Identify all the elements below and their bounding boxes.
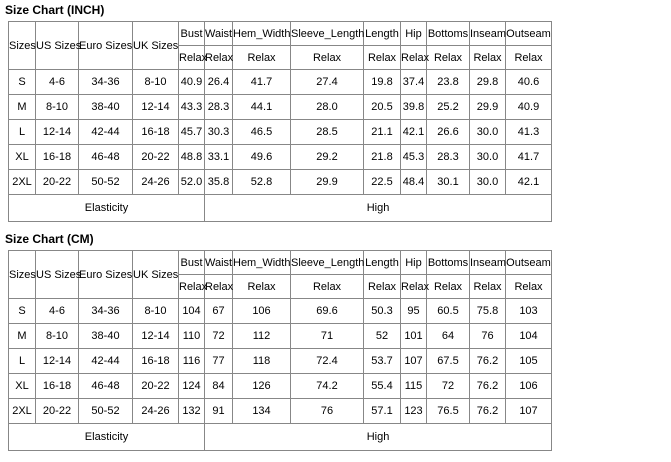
value-cell: 20.5	[364, 95, 401, 120]
value-cell: 132	[179, 399, 205, 424]
value-cell: 28.5	[291, 120, 364, 145]
value-cell: 26.4	[205, 70, 233, 95]
value-cell: 40.6	[506, 70, 552, 95]
value-cell: 24-26	[133, 170, 179, 195]
value-cell: 76.2	[470, 349, 506, 374]
size-cell: 2XL	[9, 399, 36, 424]
value-cell: 12-14	[36, 349, 79, 374]
value-cell: 12-14	[133, 324, 179, 349]
col-header-length: Length	[364, 251, 401, 275]
value-cell: 45.7	[179, 120, 205, 145]
value-cell: 37.4	[401, 70, 427, 95]
value-cell: 4-6	[36, 70, 79, 95]
value-cell: 126	[233, 374, 291, 399]
col-header-hem-width: Hem_Width	[233, 251, 291, 275]
value-cell: 8-10	[36, 324, 79, 349]
value-cell: 48.8	[179, 145, 205, 170]
value-cell: 110	[179, 324, 205, 349]
fit-cell-length: Relax	[364, 275, 401, 299]
value-cell: 91	[205, 399, 233, 424]
value-cell: 40.9	[506, 95, 552, 120]
value-cell: 50-52	[79, 399, 133, 424]
fit-cell-bust: Relax	[179, 46, 205, 70]
fit-cell-hem-width: Relax	[233, 46, 291, 70]
footer-row-elasticity	[9, 195, 552, 222]
table-row-size-xl	[9, 374, 552, 399]
value-cell: 24-26	[133, 399, 179, 424]
size-cell: 2XL	[9, 170, 36, 195]
value-cell: 46.5	[233, 120, 291, 145]
value-cell: 103	[506, 299, 552, 324]
value-cell: 57.1	[364, 399, 401, 424]
value-cell: 76.5	[427, 399, 470, 424]
size-cell: M	[9, 324, 36, 349]
value-cell: 50.3	[364, 299, 401, 324]
size-cell: S	[9, 299, 36, 324]
value-cell: 101	[401, 324, 427, 349]
col-header-inseam: Inseam	[470, 22, 506, 46]
value-cell: 29.2	[291, 145, 364, 170]
value-cell: 8-10	[133, 70, 179, 95]
value-cell: 76.2	[470, 374, 506, 399]
chart-title-inch: Size Chart (INCH)	[5, 3, 105, 17]
col-header-hip: Hip	[401, 251, 427, 275]
fit-cell-bottoms: Relax	[427, 46, 470, 70]
value-cell: 12-14	[133, 95, 179, 120]
col-header-length: Length	[364, 22, 401, 46]
col-header-outseam: Outseam	[506, 22, 552, 46]
value-cell: 33.1	[205, 145, 233, 170]
value-cell: 75.8	[470, 299, 506, 324]
fit-cell-waist: Relax	[205, 275, 233, 299]
fit-cell-outseam: Relax	[506, 275, 552, 299]
value-cell: 118	[233, 349, 291, 374]
value-cell: 69.6	[291, 299, 364, 324]
value-cell: 72	[427, 374, 470, 399]
value-cell: 19.8	[364, 70, 401, 95]
value-cell: 64	[427, 324, 470, 349]
col-header-euro-sizes: Euro Sizes	[79, 22, 133, 70]
value-cell: 39.8	[401, 95, 427, 120]
value-cell: 38-40	[79, 324, 133, 349]
value-cell: 28.3	[205, 95, 233, 120]
fit-cell-hip: Relax	[401, 275, 427, 299]
value-cell: 53.7	[364, 349, 401, 374]
value-cell: 20-22	[133, 374, 179, 399]
value-cell: 112	[233, 324, 291, 349]
value-cell: 28.3	[427, 145, 470, 170]
value-cell: 134	[233, 399, 291, 424]
value-cell: 29.9	[470, 95, 506, 120]
chart-title-cm: Size Chart (CM)	[5, 232, 94, 246]
col-header-hem-width: Hem_Width	[233, 22, 291, 46]
value-cell: 76.2	[470, 399, 506, 424]
value-cell: 30.0	[470, 145, 506, 170]
fit-cell-length: Relax	[364, 46, 401, 70]
value-cell: 104	[506, 324, 552, 349]
value-cell: 34-36	[79, 70, 133, 95]
col-header-bust: Bust	[179, 251, 205, 275]
elasticity-value-cell: High	[205, 424, 552, 451]
value-cell: 30.3	[205, 120, 233, 145]
value-cell: 67.5	[427, 349, 470, 374]
col-header-us-sizes: US Sizes	[36, 22, 79, 70]
value-cell: 38-40	[79, 95, 133, 120]
value-cell: 42-44	[79, 349, 133, 374]
value-cell: 72	[205, 324, 233, 349]
value-cell: 34-36	[79, 299, 133, 324]
value-cell: 76	[470, 324, 506, 349]
col-header-sleeve-length: Sleeve_Length	[291, 22, 364, 46]
fit-cell-inseam: Relax	[470, 46, 506, 70]
fit-cell-outseam: Relax	[506, 46, 552, 70]
value-cell: 16-18	[36, 374, 79, 399]
fit-cell-sleeve-length: Relax	[291, 46, 364, 70]
size-cell: M	[9, 95, 36, 120]
size-chart-section-inch	[5, 3, 671, 222]
footer-row-elasticity	[9, 424, 552, 451]
size-table-cm	[8, 250, 552, 451]
value-cell: 42.1	[401, 120, 427, 145]
value-cell: 12-14	[36, 120, 79, 145]
value-cell: 106	[233, 299, 291, 324]
value-cell: 8-10	[36, 95, 79, 120]
table-row-size-m	[9, 324, 552, 349]
table-row-size-2xl	[9, 399, 552, 424]
value-cell: 30.0	[470, 170, 506, 195]
value-cell: 21.8	[364, 145, 401, 170]
value-cell: 25.2	[427, 95, 470, 120]
value-cell: 48.4	[401, 170, 427, 195]
value-cell: 52.8	[233, 170, 291, 195]
col-header-waist: Waist	[205, 251, 233, 275]
value-cell: 44.1	[233, 95, 291, 120]
col-header-bottoms: Bottoms	[427, 251, 470, 275]
value-cell: 41.3	[506, 120, 552, 145]
value-cell: 4-6	[36, 299, 79, 324]
value-cell: 43.3	[179, 95, 205, 120]
value-cell: 123	[401, 399, 427, 424]
value-cell: 76	[291, 399, 364, 424]
header-row-columns	[9, 251, 552, 275]
col-header-bottoms: Bottoms	[427, 22, 470, 46]
value-cell: 104	[179, 299, 205, 324]
value-cell: 29.8	[470, 70, 506, 95]
fit-cell-hip: Relax	[401, 46, 427, 70]
size-cell: L	[9, 120, 36, 145]
col-header-bust: Bust	[179, 22, 205, 46]
value-cell: 30.0	[470, 120, 506, 145]
elasticity-label-cell: Elasticity	[9, 195, 205, 222]
value-cell: 41.7	[233, 70, 291, 95]
fit-cell-inseam: Relax	[470, 275, 506, 299]
col-header-us-sizes: US Sizes	[36, 251, 79, 299]
col-header-hip: Hip	[401, 22, 427, 46]
value-cell: 21.1	[364, 120, 401, 145]
elasticity-label-cell: Elasticity	[9, 424, 205, 451]
value-cell: 16-18	[133, 120, 179, 145]
value-cell: 105	[506, 349, 552, 374]
table-row-size-s	[9, 299, 552, 324]
table-row-size-xl	[9, 145, 552, 170]
value-cell: 55.4	[364, 374, 401, 399]
table-row-size-l	[9, 349, 552, 374]
table-row-size-m	[9, 95, 552, 120]
value-cell: 124	[179, 374, 205, 399]
value-cell: 45.3	[401, 145, 427, 170]
value-cell: 46-48	[79, 374, 133, 399]
value-cell: 107	[401, 349, 427, 374]
col-header-waist: Waist	[205, 22, 233, 46]
col-header-uk-sizes: UK Sizes	[133, 251, 179, 299]
value-cell: 42-44	[79, 120, 133, 145]
value-cell: 30.1	[427, 170, 470, 195]
value-cell: 52	[364, 324, 401, 349]
value-cell: 116	[179, 349, 205, 374]
table-row-size-2xl	[9, 170, 552, 195]
col-header-sizes: Sizes	[9, 22, 36, 70]
value-cell: 42.1	[506, 170, 552, 195]
fit-cell-hem-width: Relax	[233, 275, 291, 299]
value-cell: 16-18	[133, 349, 179, 374]
value-cell: 35.8	[205, 170, 233, 195]
fit-cell-sleeve-length: Relax	[291, 275, 364, 299]
value-cell: 28.0	[291, 95, 364, 120]
value-cell: 26.6	[427, 120, 470, 145]
value-cell: 20-22	[133, 145, 179, 170]
size-cell: S	[9, 70, 36, 95]
value-cell: 107	[506, 399, 552, 424]
value-cell: 29.9	[291, 170, 364, 195]
fit-cell-bottoms: Relax	[427, 275, 470, 299]
value-cell: 27.4	[291, 70, 364, 95]
value-cell: 50-52	[79, 170, 133, 195]
col-header-sizes: Sizes	[9, 251, 36, 299]
value-cell: 20-22	[36, 170, 79, 195]
value-cell: 16-18	[36, 145, 79, 170]
size-cell: XL	[9, 374, 36, 399]
size-table-inch	[8, 21, 552, 222]
value-cell: 22.5	[364, 170, 401, 195]
value-cell: 84	[205, 374, 233, 399]
value-cell: 40.9	[179, 70, 205, 95]
value-cell: 60.5	[427, 299, 470, 324]
col-header-uk-sizes: UK Sizes	[133, 22, 179, 70]
value-cell: 72.4	[291, 349, 364, 374]
value-cell: 71	[291, 324, 364, 349]
value-cell: 52.0	[179, 170, 205, 195]
size-cell: L	[9, 349, 36, 374]
col-header-euro-sizes: Euro Sizes	[79, 251, 133, 299]
col-header-outseam: Outseam	[506, 251, 552, 275]
fit-cell-waist: Relax	[205, 46, 233, 70]
value-cell: 49.6	[233, 145, 291, 170]
size-cell: XL	[9, 145, 36, 170]
value-cell: 41.7	[506, 145, 552, 170]
value-cell: 106	[506, 374, 552, 399]
value-cell: 20-22	[36, 399, 79, 424]
value-cell: 95	[401, 299, 427, 324]
fit-cell-bust: Relax	[179, 275, 205, 299]
col-header-inseam: Inseam	[470, 251, 506, 275]
value-cell: 77	[205, 349, 233, 374]
table-row-size-s	[9, 70, 552, 95]
value-cell: 8-10	[133, 299, 179, 324]
value-cell: 23.8	[427, 70, 470, 95]
elasticity-value-cell: High	[205, 195, 552, 222]
size-chart-section-cm	[5, 232, 671, 451]
value-cell: 74.2	[291, 374, 364, 399]
table-row-size-l	[9, 120, 552, 145]
col-header-sleeve-length: Sleeve_Length	[291, 251, 364, 275]
header-row-columns	[9, 22, 552, 46]
value-cell: 115	[401, 374, 427, 399]
value-cell: 67	[205, 299, 233, 324]
value-cell: 46-48	[79, 145, 133, 170]
